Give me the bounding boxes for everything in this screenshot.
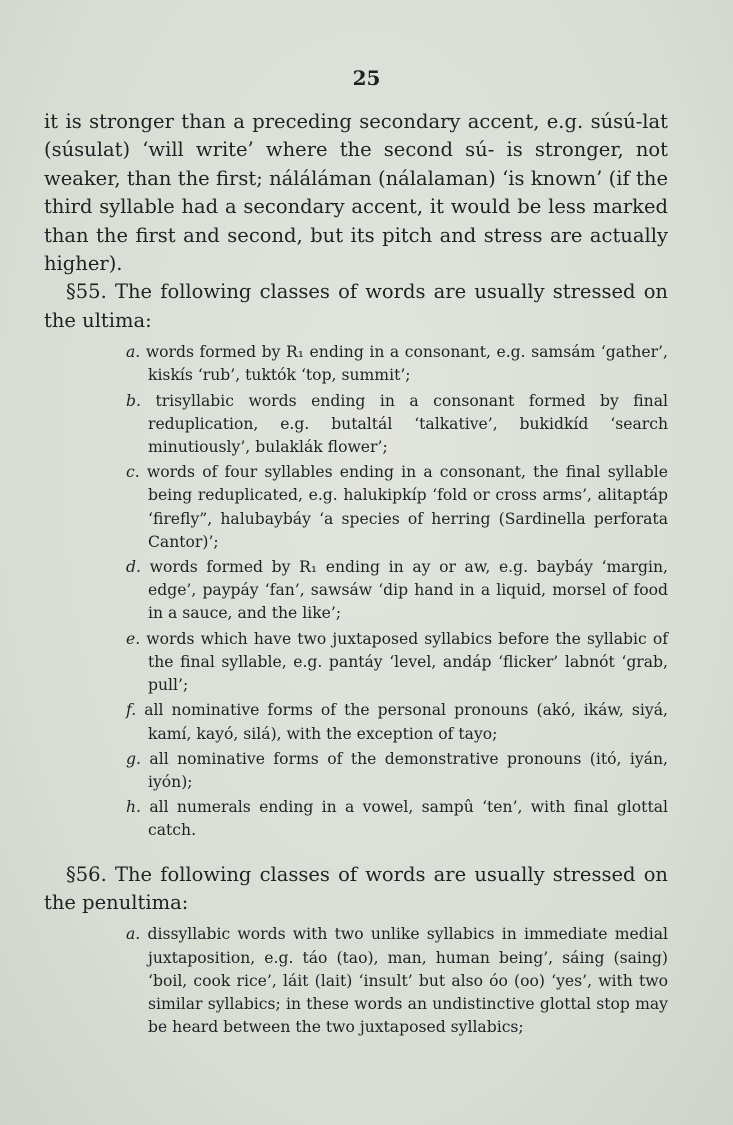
list-item xyxy=(44,461,668,554)
item-text: words of four syllables ending in a consonant, the final syllable being reduplicated, e.g. halukipkíp ‘fold or cross arms’, alitaptáp ‘firefly”, halubaybáy ‘a species of herring (Sardinella perforata Cantor)’; xyxy=(146,463,668,551)
list-item xyxy=(44,556,668,626)
section-55-intro: §55. The following classes of words are usually stressed on the ultima: xyxy=(44,280,668,332)
item-text: trisyllabic words ending in a consonant formed by final reduplication, e.g. butaltál ‘talkative’, bukidkíd ‘search minutiously’, bulaklák flower’; xyxy=(148,391,668,457)
item-text: dissyllabic words with two unlike syllabics in immediate medial juxtaposition, e.g. táo (tao), man, human being’, sáing (saing) ‘boil, cook rice’, láit (lait) ‘insult’ but also óo (oo) ‘yes’, with two similar syllabics; in these words an undistinctive glottal stop may be heard between the two juxtaposed syllabics; xyxy=(147,925,668,1037)
list-item xyxy=(44,796,668,842)
item-label: f. xyxy=(126,701,137,720)
page-number: 25 xyxy=(352,66,381,90)
list-item xyxy=(44,748,668,794)
list-item xyxy=(44,628,668,698)
item-label: d. xyxy=(126,558,141,577)
item-text: words formed by R₁ ending in ay or aw, e.g. baybáy ‘margin, edge’, paypáy ‘fan’, sawsáw ‘dip hand in a liquid, morsel of food in a sauce, and the like’; xyxy=(148,558,668,623)
section-56-intro: §56. The following classes of words are usually stressed on the penultima: xyxy=(44,862,668,914)
item-label: h. xyxy=(126,798,141,817)
item-text: all nominative forms of the personal pronouns (akó, ikáw, siyá, kamí, kayó, silá), with the exception of tayo; xyxy=(144,701,668,743)
item-label: e. xyxy=(126,629,141,648)
item-text: all numerals ending in a vowel, sampû ‘ten’, with final glottal catch. xyxy=(148,798,668,840)
page-body xyxy=(44,108,668,1041)
item-text: words formed by R₁ ending in a consonant, e.g. samsám ‘gather’, kiskís ‘rub’, tuktók ‘top, summit’; xyxy=(145,343,668,385)
paragraph-continuation: it is stronger than a preceding secondary accent, e.g. súsú-lat (súsulat) ‘will write’ where the second sú- is stronger, not weaker, than the first; náláláman (nálalaman) ‘is known’ (if the third syllable had a secondary accent, it would be less marked than the first and second, but its pitch and stress are actually higher). xyxy=(44,110,668,276)
item-text: words which have two juxtaposed syllabics before the syllabic of the final syllable, e.g. pantáy ‘level, andáp ‘flicker’ labnót ‘grab, pull’; xyxy=(146,629,668,695)
section-56-list xyxy=(44,923,668,1039)
list-item xyxy=(44,923,668,1039)
item-label: g. xyxy=(126,749,141,768)
item-label: b. xyxy=(126,391,141,410)
list-item xyxy=(44,390,668,460)
item-text: all nominative forms of the demonstrative pronouns (itó, iyán, iyón); xyxy=(148,749,668,791)
item-label: a. xyxy=(126,925,141,944)
list-item xyxy=(44,699,668,745)
item-label: c. xyxy=(126,463,140,482)
section-55-list xyxy=(44,341,668,842)
list-item xyxy=(44,341,668,387)
item-label: a. xyxy=(126,343,141,362)
